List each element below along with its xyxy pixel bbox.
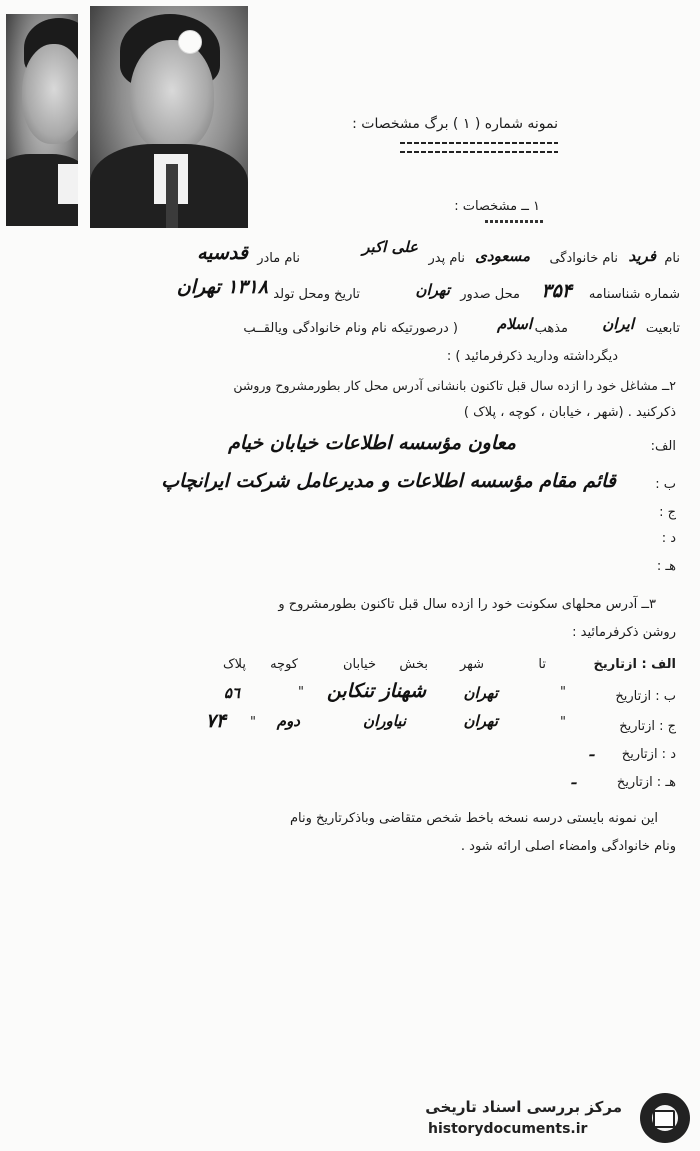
job-item (96, 532, 676, 554)
address-header-district: بخش (399, 657, 428, 672)
birth-value: ۱۳۱۸ تهران (176, 276, 268, 298)
mother-value: قدسیه (197, 242, 248, 264)
watermark-site: historydocuments.ir (428, 1121, 588, 1137)
title-underline (400, 142, 558, 144)
id-label: شماره شناسنامه (588, 287, 680, 302)
section1-underline (485, 220, 543, 223)
section1-heading: ۱ ــ مشخصات : (454, 199, 540, 214)
address-date-label: د : ازتاریخ (621, 747, 676, 762)
address-row (116, 744, 676, 766)
watermark-name: مرکز بررسی اسناد تاریخی (425, 1098, 622, 1116)
address-header-alley: کوچه (270, 657, 298, 672)
address-city: تهران (463, 684, 498, 702)
id-row (60, 278, 680, 304)
ditto-mark: " (560, 685, 566, 700)
issue-place-label: محل صدور (460, 287, 520, 302)
job-value: قائم مقام مؤسسه اطلاعات و مدیرعامل شرکت ایرانچاپ (161, 470, 616, 492)
father-label: نام پدر (428, 251, 465, 266)
address-date-label: ج : ازتاریخ (619, 719, 676, 734)
address-plaque: ۵٦ (223, 684, 240, 702)
job-label: د : (661, 531, 676, 546)
ditto-mark: " (560, 715, 566, 730)
address-date-label: هـ : ازتاریخ (616, 775, 676, 790)
id-value: ۳۵۴ (541, 280, 572, 302)
nationality-value: ایران (602, 315, 634, 333)
job-item (96, 430, 676, 460)
job-item (96, 560, 676, 582)
jobs-list (96, 430, 676, 580)
alias-note-continued: دیگرداشته ودارید ذکرفرمائید ) : (446, 349, 618, 364)
address-value: ـ (589, 742, 594, 760)
address-street: شهناز تنکابن (326, 680, 426, 702)
address-header-plaque: پلاک (222, 657, 246, 672)
address-street: نیاوران (363, 712, 406, 730)
address-header-street: خیابان (342, 657, 376, 672)
footer-line2: ونام خانوادگی وامضاء اصلی ارائه شود . (460, 839, 676, 854)
address-city: تهران (463, 712, 498, 730)
punch-hole (178, 30, 202, 54)
section3-line1: ۳ــ آدرس محلهای سکونت خود را ازده سال قبل تاکنون بطورمشروح و (278, 597, 656, 612)
job-label: هـ : (656, 559, 676, 574)
job-label: ج : (659, 505, 676, 520)
mother-label: نام مادر (257, 251, 300, 266)
address-plaque: ۷۴ (205, 710, 226, 732)
address-date-label: ب : ازتاریخ (615, 689, 676, 704)
nationality-row (60, 312, 680, 338)
address-row (116, 712, 676, 738)
address-value: ـ (571, 770, 576, 788)
address-header-row (116, 656, 676, 676)
footer-line1: این نمونه بایستی درسه نسخه باخط شخص متقاضی وباذکرتاریخ ونام (289, 811, 658, 826)
address-row (116, 772, 676, 794)
job-item (96, 506, 676, 528)
religion-label: مذهب (534, 321, 568, 336)
father-value: علی اکبر (362, 238, 418, 256)
passport-photo-left (6, 14, 78, 226)
family-label: نام خانوادگی (549, 251, 618, 266)
ditto-mark: " (298, 685, 304, 700)
title-underline-2 (400, 151, 558, 153)
section2-line1: ۲ــ مشاغل خود را ازده سال قبل تاکنون بانشانی آدرس محل کار بطورمشروح وروشن (233, 378, 676, 393)
issue-place-value: تهران (415, 281, 450, 299)
job-item (96, 468, 676, 498)
ditto-mark: " (250, 715, 256, 730)
job-label: ب : (655, 477, 676, 492)
form-title: نمونه شماره ( ۱ ) برگ مشخصات : (352, 116, 558, 132)
address-alley: دوم (276, 712, 300, 730)
passport-photo-right (90, 6, 248, 228)
name-value: فرید (628, 247, 656, 265)
religion-value: اسلام (497, 315, 532, 333)
address-header-label: الف : ازتاریخ (593, 657, 676, 672)
job-label: الف: (650, 439, 676, 454)
birth-label: تاریخ ومحل تولد (273, 287, 360, 302)
address-header-city: شهر (459, 657, 484, 672)
address-header-to: تا (538, 657, 546, 672)
alias-note: ( درصورتیکه نام ونام خانوادگی ویالقــب (243, 321, 458, 336)
name-row (60, 238, 680, 268)
address-row (116, 682, 676, 708)
name-label: نام (664, 251, 680, 266)
section3-line2: روشن ذکرفرمائید : (572, 625, 676, 640)
section2-line2: ذکرکنید . (شهر ، خیابان ، کوچه ، پلاک ) (463, 405, 676, 420)
job-value: معاون مؤسسه اطلاعات خیابان خیام (228, 432, 516, 454)
family-value: مسعودی (475, 247, 530, 265)
book-icon (653, 1110, 675, 1128)
nationality-label: تابعیت (645, 321, 680, 336)
